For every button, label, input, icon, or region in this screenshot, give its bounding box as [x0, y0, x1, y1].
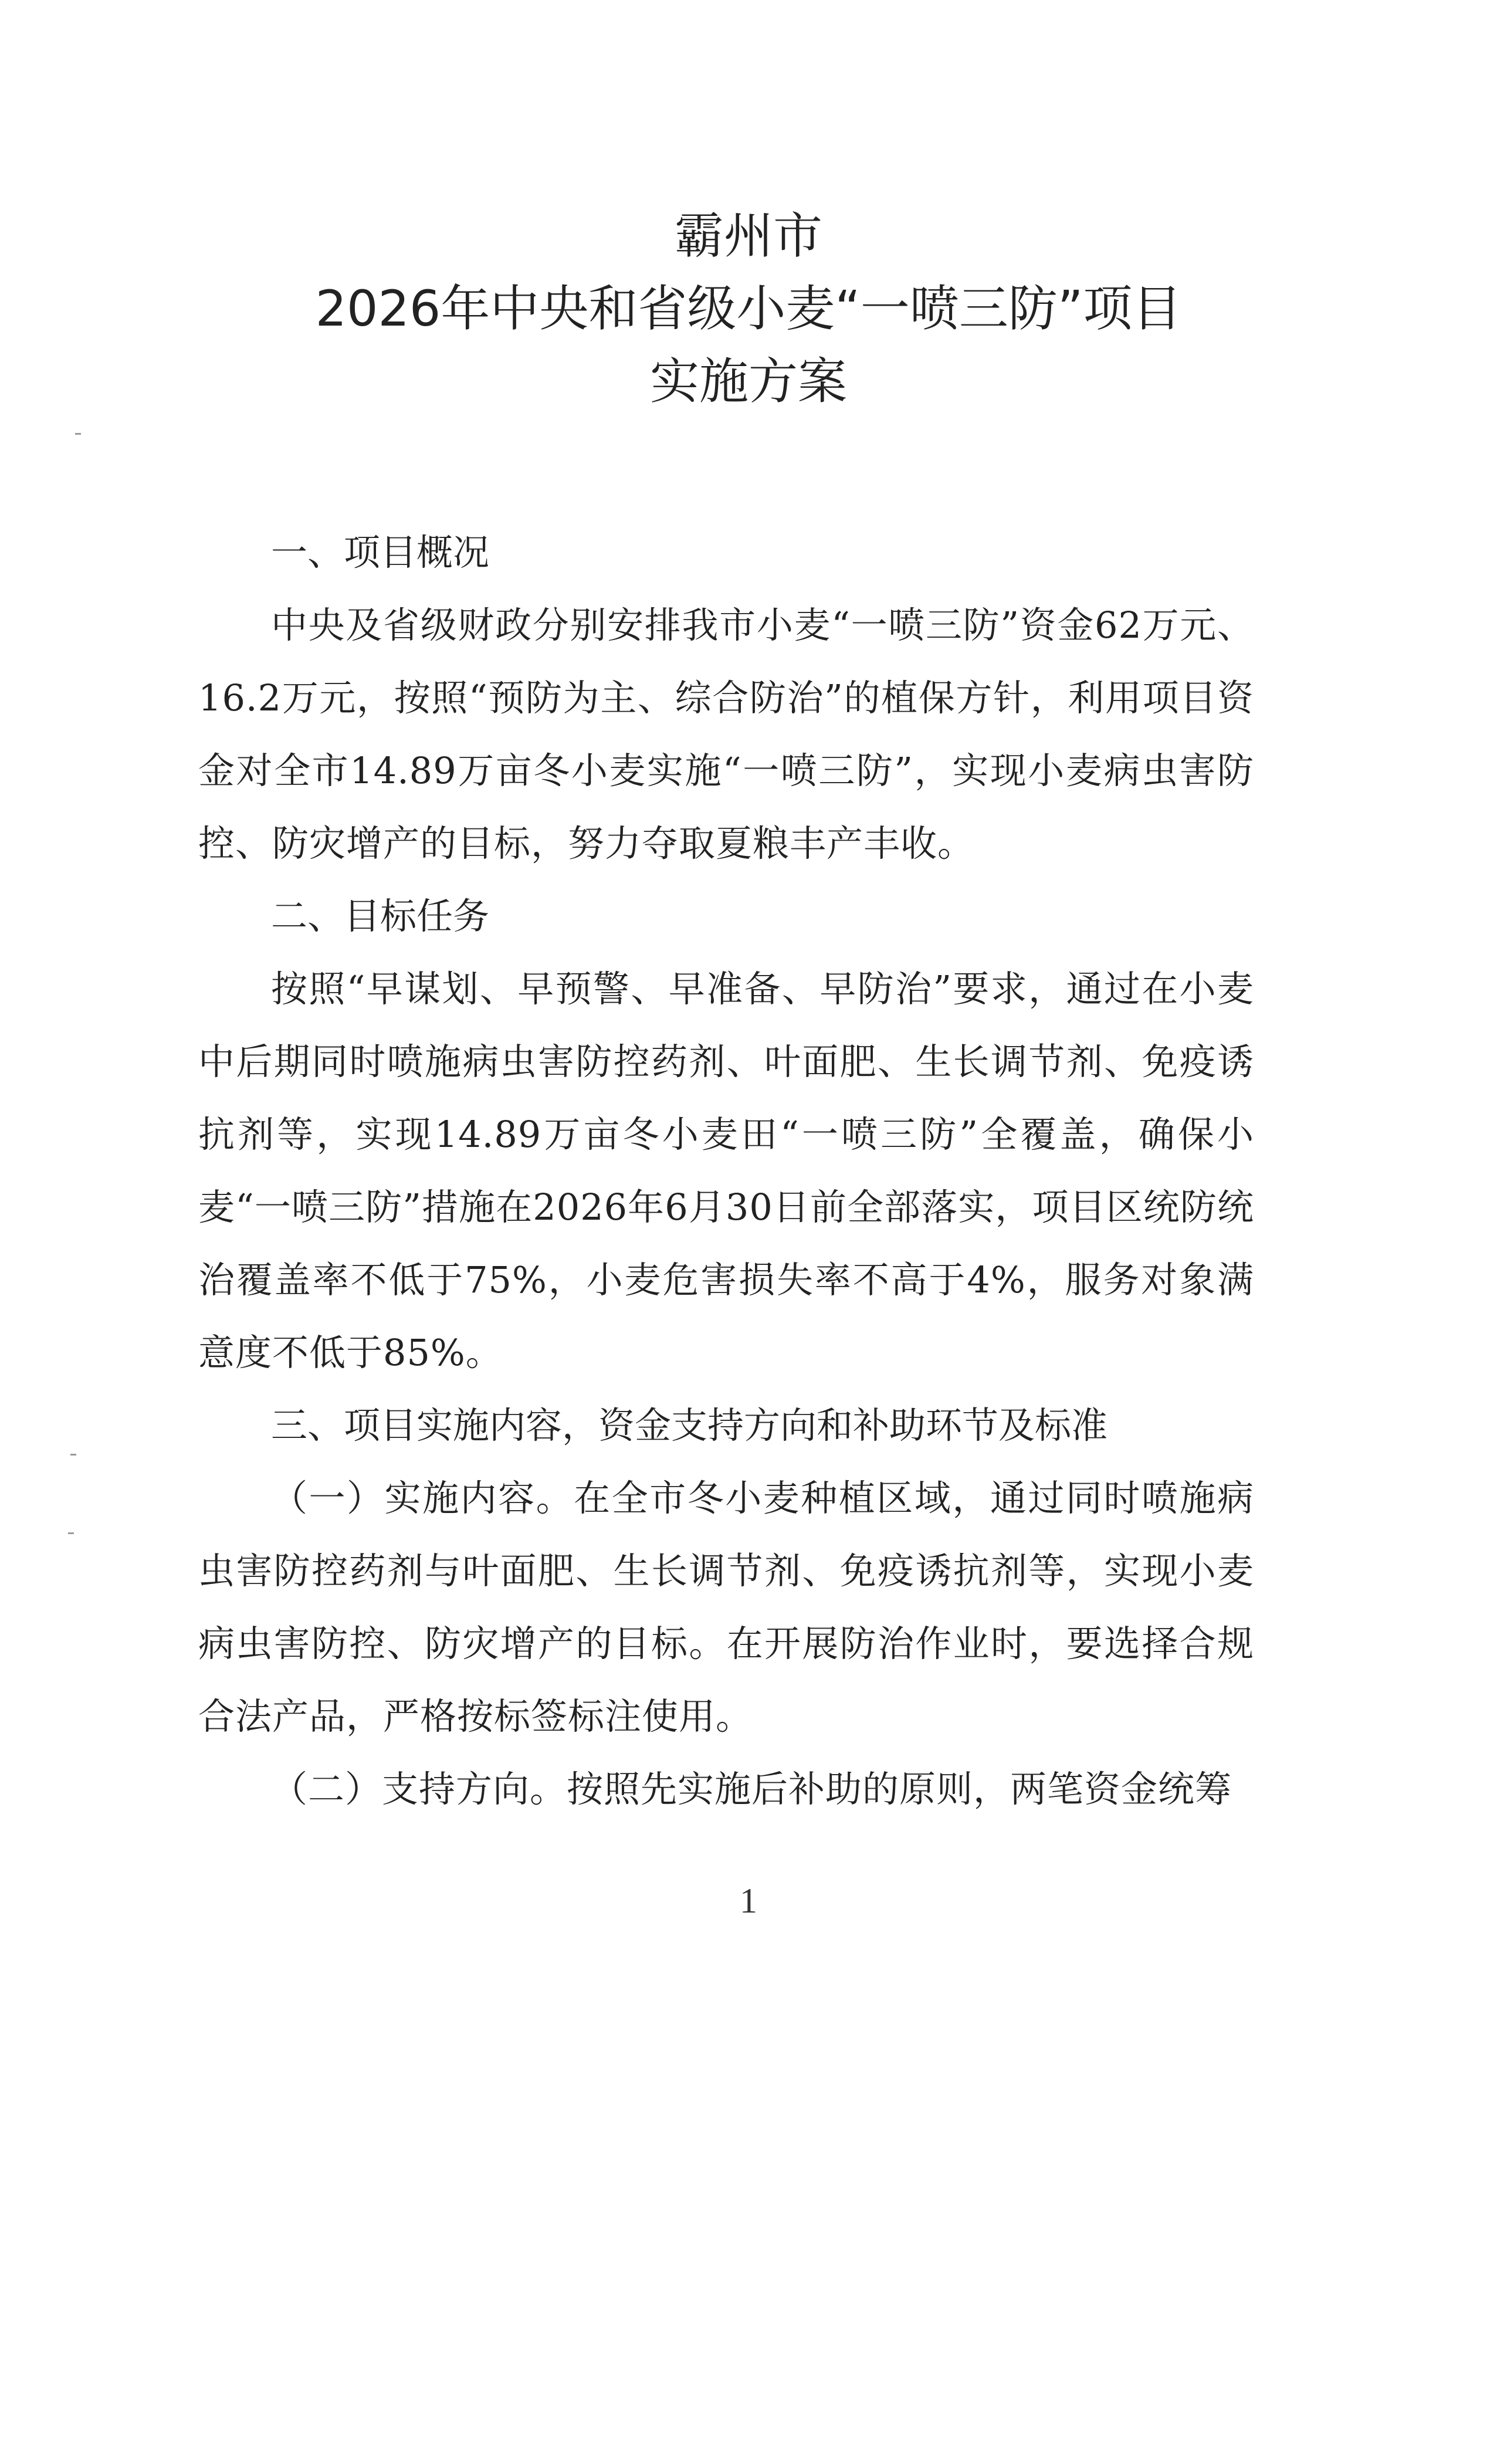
section-paragraph-goals: 按照“早谋划、早预警、早准备、早防治”要求，通过在小麦中后期同时喷施病虫害防控药剂、叶面肥、生长调节剂、免疫诱抗剂等，实现14.89万亩冬小麦田“一喷三防”全覆盖，确保小麦“一喷三防”措施在2026年6月30日前全部落实，项目区统防统治覆盖率不低于75%，小麦危害损失率不高于4%，服务对象满意度不低于85%。: [198, 967, 1254, 1374]
title-line-project: 2026年中央和省级小麦“一喷三防”项目: [315, 280, 1182, 337]
subsection-direction: [198, 1753, 1254, 1826]
section-heading-goals: 二、目标任务: [271, 895, 490, 937]
document-body: [198, 516, 1254, 1826]
title-line-plan: 实施方案: [649, 353, 847, 410]
scan-mark: [68, 1532, 74, 1534]
subsection-lead: （二）支持方向。: [271, 1768, 567, 1810]
scan-mark: [70, 1454, 76, 1456]
document-title: [0, 199, 1497, 418]
title-line-city: 霸州市: [674, 207, 822, 265]
section-paragraph-overview: 中央及省级财政分别安排我市小麦“一喷三防”资金62万元、16.2万元，按照“预防为主、综合防治”的植保方针，利用项目资金对全市14.89万亩冬小麦实施“一喷三防”，实现小麦病虫害防控、防灾增产的目标，努力夺取夏粮丰产丰收。: [198, 604, 1254, 865]
page-number: 1: [740, 1881, 757, 1920]
section-heading-overview: 一、项目概况: [271, 531, 490, 574]
scan-mark: [75, 433, 81, 435]
subsection-text: 按照先实施后补助的原则，两笔资金统筹: [567, 1768, 1232, 1810]
subsection-content: [198, 1462, 1254, 1753]
subsection-text: 在全市冬小麦种植区域，通过同时喷施病虫害防控药剂与叶面肥、生长调节剂、免疫诱抗剂等，实现小麦病虫害防控、防灾增产的目标。在开展防治作业时，要选择合规合法产品，严格按标签标注使用。: [198, 1477, 1254, 1738]
subsection-lead: （一）实施内容。: [271, 1477, 574, 1519]
section-heading-implementation: 三、项目实施内容，资金支持方向和补助环节及标准: [271, 1404, 1108, 1447]
